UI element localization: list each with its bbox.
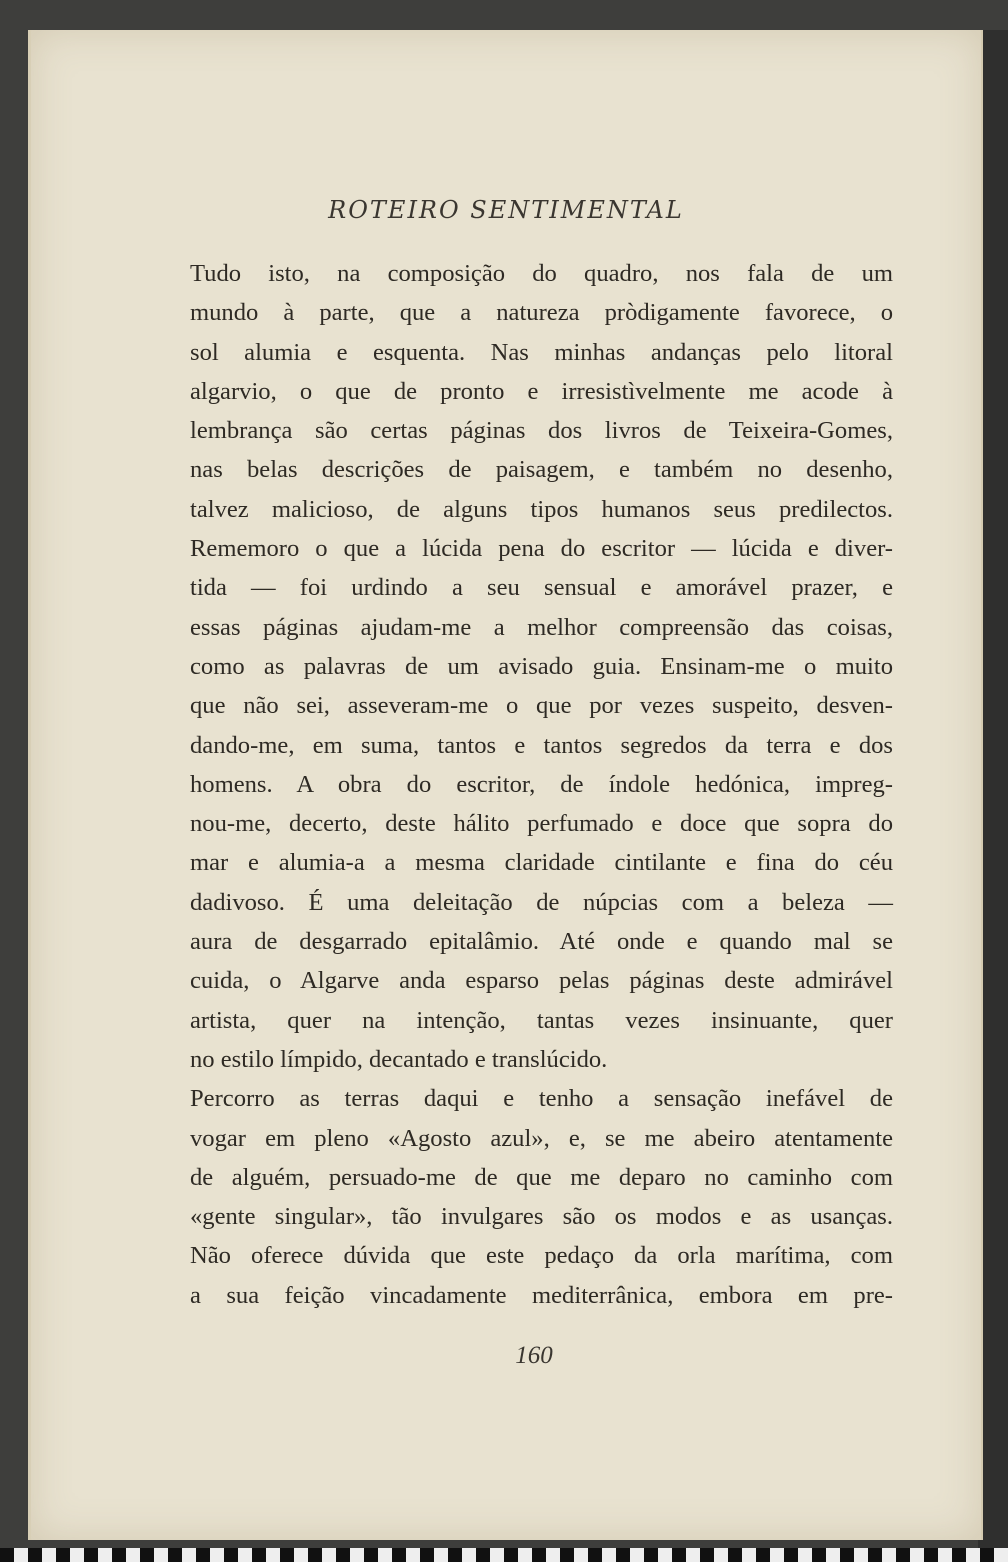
text-line: artista, quer na intenção, tantas vezes insinuante, quer xyxy=(190,1006,893,1034)
text-line: dadivoso. É uma deleitação de núpcias com a beleza — xyxy=(190,888,893,916)
text-line: «gente singular», tão invulgares são os modos e as usanças. xyxy=(190,1203,893,1231)
color-scale-bar xyxy=(0,1548,1008,1562)
text-line: Tudo isto, na composição do quadro, nos fala de um xyxy=(190,260,893,287)
text-line: Rememoro o que a lúcida pena do escritor — lúcida e diver- xyxy=(190,535,893,563)
text-line: Não oferece dúvida que este pedaço da orla marítima, com xyxy=(190,1242,893,1270)
text-line: dando-me, em suma, tantos e tantos segredos da terra e dos xyxy=(190,731,893,759)
text-line: lembrança são certas páginas dos livros de Teixeira-Gomes, xyxy=(190,417,893,445)
text-line: de alguém, persuado-me de que me deparo no caminho com xyxy=(190,1163,893,1191)
text-line: talvez malicioso, de alguns tipos humanos seus predilectos. xyxy=(190,495,893,523)
text-line: mar e alumia-a a mesma claridade cintilante e fina do céu xyxy=(190,849,893,877)
text-line: nou-me, decerto, deste hálito perfumado e doce que sopra do xyxy=(190,810,893,838)
text-line: que não sei, asseveram-me o que por vezes suspeito, desven- xyxy=(190,692,893,720)
text-line: nas belas descrições de paisagem, e também no desenho, xyxy=(190,456,893,484)
text-line: Percorro as terras daqui e tenho a sensação inefável de xyxy=(190,1085,893,1113)
body-text xyxy=(150,254,893,1315)
text-line: cuida, o Algarve anda esparso pelas páginas deste admirável xyxy=(190,967,893,995)
text-line: aura de desgarrado epitalâmio. Até onde e quando mal se xyxy=(190,928,893,956)
running-title: ROTEIRO SENTIMENTAL xyxy=(328,196,684,224)
page-number: 160 xyxy=(515,1342,553,1369)
text-line: a sua feição vincadamente mediterrânica, embora em pre- xyxy=(190,1281,893,1309)
text-line: homens. A obra do escritor, de índole hedónica, impreg- xyxy=(190,770,893,798)
text-line: sol alumia e esquenta. Nas minhas andanças pelo litoral xyxy=(190,338,893,366)
text-line: como as palavras de um avisado guia. Ensinam-me o muito xyxy=(190,652,893,680)
text-line: essas páginas ajudam-me a melhor compreensão das coisas, xyxy=(190,613,893,641)
text-line: algarvio, o que de pronto e irresistìvelmente me acode à xyxy=(190,377,893,405)
text-line: no estilo límpido, decantado e translúcido. xyxy=(190,1045,608,1073)
paragraph-1 xyxy=(150,254,893,1079)
paragraph-2 xyxy=(150,1079,893,1315)
text-line: vogar em pleno «Agosto azul», e, se me abeiro atentamente xyxy=(190,1124,893,1152)
text-line: mundo à parte, que a natureza pròdigamente favorece, o xyxy=(190,299,893,327)
text-line: tida — foi urdindo a seu sensual e amorável prazer, e xyxy=(190,574,893,602)
